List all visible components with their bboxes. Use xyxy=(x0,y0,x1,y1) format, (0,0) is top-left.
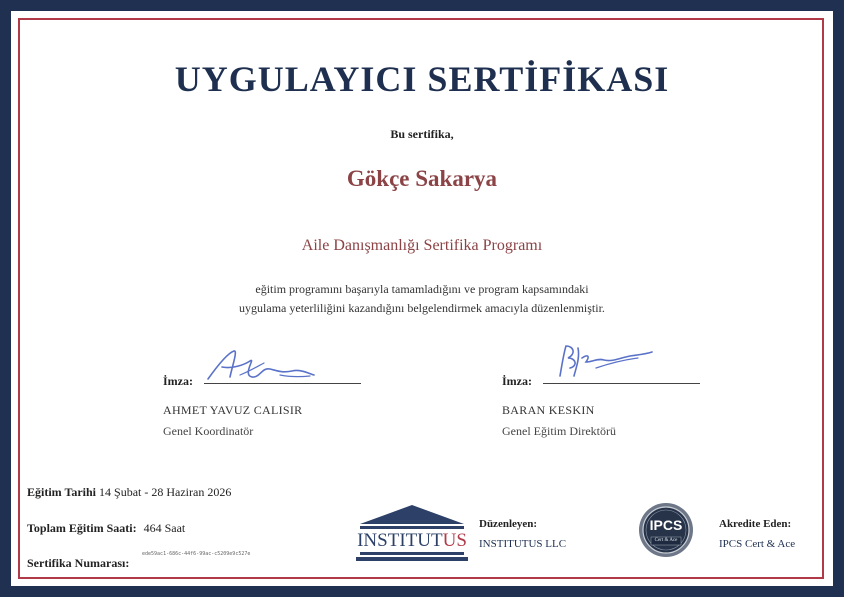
training-hours-value: 464 Saat xyxy=(143,521,186,535)
intro-text: Bu sertifika, xyxy=(390,127,454,141)
issuer-label: Düzenleyen: xyxy=(479,518,538,530)
signature-1-line xyxy=(204,383,361,384)
certificate-title: UYGULAYICI SERTİFİKASI xyxy=(174,59,670,99)
description-line-2: uygulama yeterliliğini kazandığını belgelendirmek amacıyla düzenlenmiştir. xyxy=(239,301,605,315)
signatory-1-role: Genel Koordinatör xyxy=(163,424,254,438)
training-date xyxy=(27,485,231,500)
training-date-value: 14 Şubat - 28 Haziran 2026 xyxy=(99,485,232,499)
description-line-1: eğitim programını başarıyla tamamladığını ve program kapsamındaki xyxy=(255,282,589,296)
ipcs-badge-text: IPCS xyxy=(649,517,683,533)
certificate-number-label: Sertifika Numarası: xyxy=(27,556,130,570)
training-hours-label: Toplam Eğitim Saati: xyxy=(27,521,137,535)
accreditor-label: Akredite Eden: xyxy=(719,518,792,530)
issuer-value: INSTITUTUS LLC xyxy=(479,538,567,550)
signature-2-label: İmza: xyxy=(502,374,532,388)
institutus-logo xyxy=(356,504,468,562)
program-name: Aile Danışmanlığı Sertifika Programı xyxy=(301,237,543,254)
institutus-wordmark xyxy=(356,530,468,551)
training-hours xyxy=(27,521,185,536)
signature-1-image xyxy=(200,345,330,387)
certificate-number-value: ede59ac1-686c-44f6-99ac-c5209e9c527e xyxy=(142,551,251,557)
signatory-2-name: BARAN KESKIN xyxy=(502,403,595,417)
institutus-wordmark-accent: US xyxy=(442,530,467,551)
accreditor-value: IPCS Cert & Ace xyxy=(719,538,796,550)
recipient-name: Gökçe Sakarya xyxy=(346,166,498,191)
description xyxy=(0,280,844,318)
signature-2-line xyxy=(543,383,700,384)
certificate-number-label-wrap xyxy=(27,556,129,571)
signatory-2-role: Genel Eğitim Direktörü xyxy=(502,424,616,438)
ipcs-badge xyxy=(638,502,694,558)
signatory-1-name: AHMET YAVUZ CALISIR xyxy=(163,403,303,417)
signature-1-label: İmza: xyxy=(163,374,193,388)
training-date-label: Eğitim Tarihi xyxy=(27,485,97,499)
ipcs-badge-subtext: Cert & Ace xyxy=(654,538,678,543)
institutus-wordmark-main: INSTITUT xyxy=(357,530,443,551)
signature-2-image xyxy=(548,340,660,382)
